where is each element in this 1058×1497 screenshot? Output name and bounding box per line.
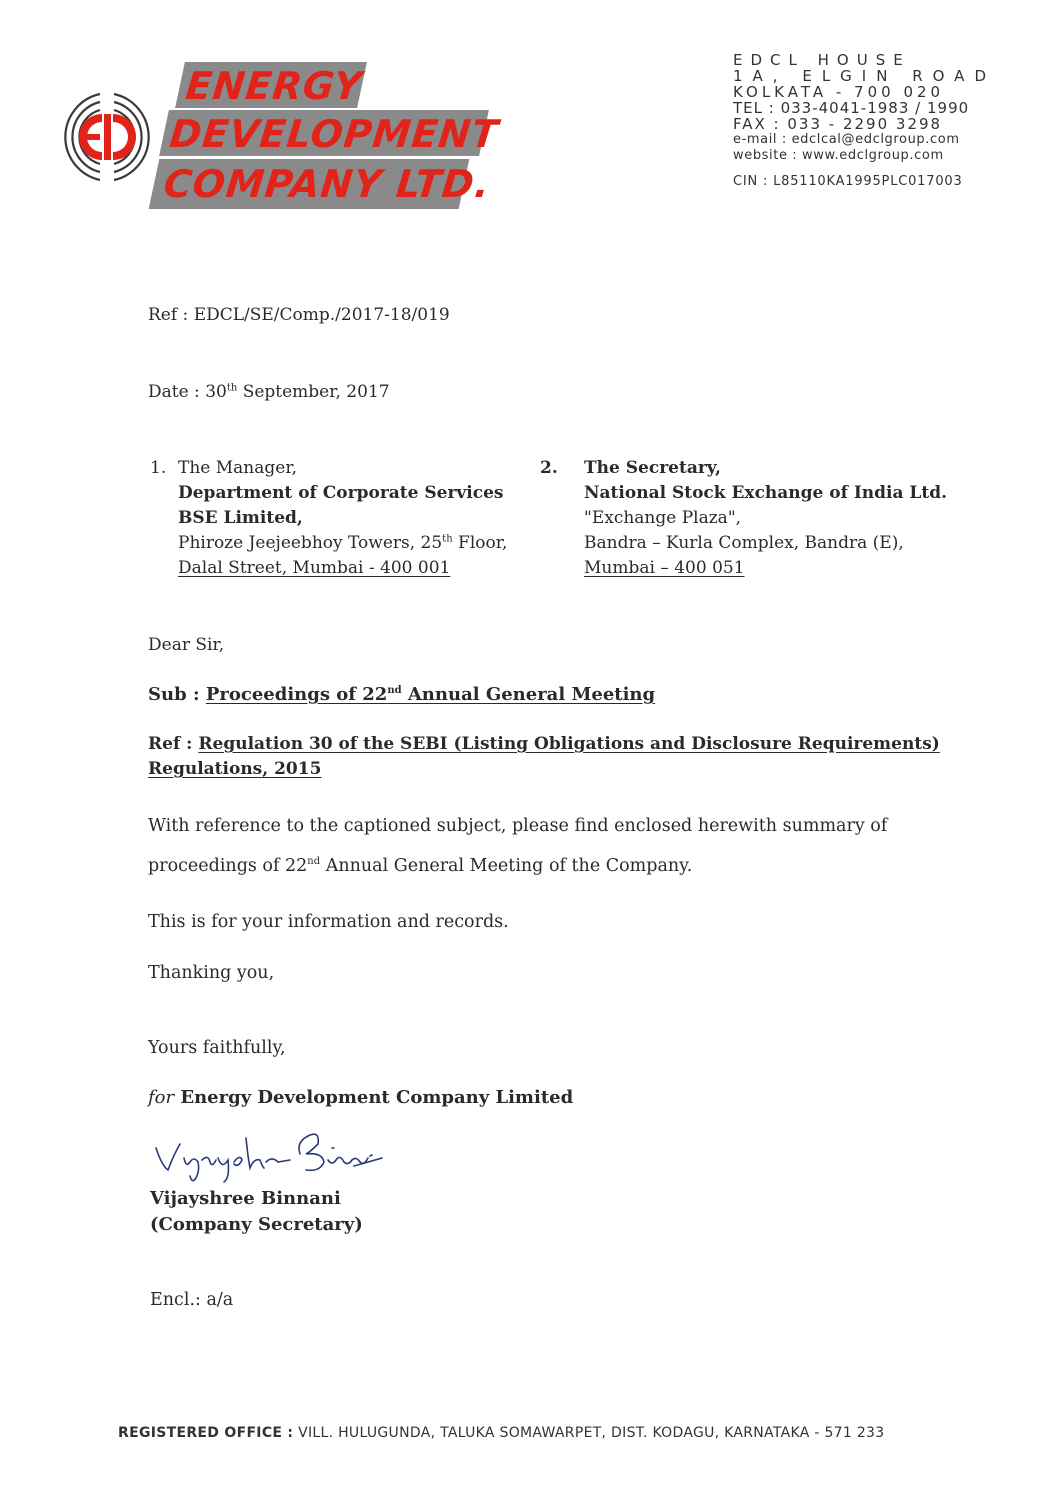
reference-line-1: Regulation 30 of the SEBI (Listing Obligations and Disclosure Requirements)	[198, 734, 940, 754]
footer-text	[118, 1425, 884, 1441]
subject-text-a: Proceedings of 22	[205, 684, 388, 705]
yours-faithfully: Yours faithfully,	[148, 1038, 286, 1058]
body-line-2	[148, 846, 887, 886]
logo-emblem-icon	[52, 82, 162, 192]
body-line-2b: Annual General Meeting of the Company.	[320, 856, 693, 876]
subject-label: Sub :	[148, 684, 206, 705]
handwritten-signature	[150, 1118, 390, 1188]
addressee-1-line: BSE Limited,	[178, 508, 303, 528]
date-prefix: Date : 30	[148, 382, 227, 402]
reference-number: Ref : EDCL/SE/Comp./2017-18/019	[148, 305, 450, 325]
date-sup: th	[226, 382, 238, 394]
addressee-1-building: Phiroze Jeejeebhoy Towers, 25	[178, 533, 443, 553]
address-line: FAX : 033 - 2290 3298	[733, 115, 943, 133]
address-line: TEL : 033-4041-1983 / 1990	[733, 99, 970, 117]
subject-text	[206, 684, 655, 705]
address-email: e-mail : edclcal@edclgroup.com	[733, 132, 960, 147]
addressee-2-line: Mumbai – 400 051	[584, 558, 745, 578]
body-sup: nd	[307, 856, 321, 868]
information-line: This is for your information and records.	[148, 912, 509, 932]
addressee-2-line: National Stock Exchange of India Ltd.	[584, 483, 948, 503]
regulation-reference	[148, 732, 940, 782]
address-cin: CIN : L85110KA1995PLC017003	[733, 174, 963, 189]
footer-address: VILL. HULUGUNDA, TALUKA SOMAWARPET, DIST. KODAGU, KARNATAKA - 571 233	[293, 1425, 885, 1441]
reference-line-2: Regulations, 2015	[148, 759, 322, 779]
thanking-line: Thanking you,	[148, 963, 275, 983]
floor-sup: th	[442, 533, 453, 545]
reference-label: Ref :	[148, 734, 199, 754]
date-suffix: September, 2017	[237, 382, 390, 402]
salutation: Dear Sir,	[148, 635, 225, 655]
letterhead-address	[733, 52, 1013, 190]
addressee-1-line: Dalal Street, Mumbai - 400 001	[178, 558, 451, 578]
subject-sup: nd	[387, 685, 402, 696]
address-line: KOLKATA - 700 020	[733, 83, 945, 101]
for-company-line	[148, 1085, 573, 1110]
signatory-name: Vijayshree Binnani	[150, 1188, 341, 1209]
logo-text-energy: ENERGY	[183, 64, 365, 108]
addressee-1-line: Department of Corporate Services	[178, 483, 504, 503]
addressee-1-floor: Floor,	[452, 533, 508, 553]
addressee-1-line	[178, 531, 507, 556]
signatory-title: (Company Secretary)	[150, 1214, 363, 1235]
logo-text-development: DEVELOPMENT	[167, 112, 501, 156]
for-text: for	[148, 1087, 175, 1108]
address-website: website : www.edclgroup.com	[733, 148, 944, 163]
enclosure-note: Encl.: a/a	[150, 1290, 234, 1310]
body-line-1: With reference to the captioned subject, please find enclosed herewith summary of	[148, 816, 888, 836]
subject-line	[148, 682, 655, 707]
address-line: 1A, ELGIN ROAD	[733, 67, 996, 85]
body-paragraph	[148, 806, 887, 886]
addressee-1-number: 1.	[150, 458, 167, 478]
addressee-2	[540, 456, 947, 581]
addressee-2-number: 2.	[540, 458, 558, 478]
logo-text-company: COMPANY LTD.	[161, 162, 493, 206]
footer-label: REGISTERED OFFICE :	[118, 1425, 294, 1441]
company-logo	[52, 58, 501, 216]
subject-text-b: Annual General Meeting	[401, 684, 656, 705]
letter-date	[148, 380, 390, 405]
body-line-2a: proceedings of 22	[148, 856, 308, 876]
addressee-1	[150, 456, 507, 581]
addressee-2-line: The Secretary,	[584, 458, 721, 478]
addressee-2-line: "Exchange Plaza",	[584, 508, 742, 528]
registered-office-footer	[118, 1425, 884, 1441]
addressee-2-line: Bandra – Kurla Complex, Bandra (E),	[584, 533, 904, 553]
addressee-1-line: The Manager,	[178, 458, 297, 478]
address-line: EDCL HOUSE	[733, 51, 911, 69]
company-name: Energy Development Company Limited	[174, 1087, 574, 1108]
